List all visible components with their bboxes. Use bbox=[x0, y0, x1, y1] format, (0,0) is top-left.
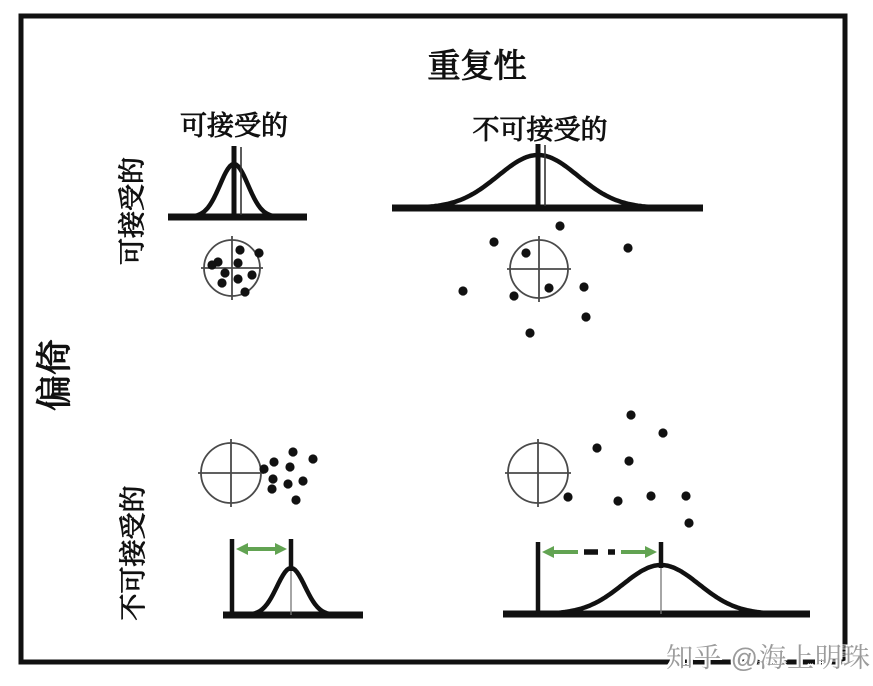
quadrant-top-left bbox=[168, 146, 307, 300]
watermark-text: 知乎 @海上明珠 bbox=[666, 643, 871, 673]
measurement-dot bbox=[581, 312, 590, 321]
measurement-dot bbox=[544, 283, 553, 292]
measurement-dot bbox=[658, 428, 667, 437]
measurement-dot bbox=[235, 245, 244, 254]
measurement-dot bbox=[681, 491, 690, 500]
measurement-dot bbox=[646, 491, 655, 500]
measurement-dot bbox=[247, 270, 256, 279]
measurement-dot bbox=[288, 447, 297, 456]
bell-curve bbox=[503, 565, 809, 614]
row-label-unacceptable: 不可接受的 bbox=[118, 485, 149, 621]
arrowhead-icon bbox=[236, 543, 248, 555]
measurement-dot bbox=[623, 243, 632, 252]
bell-curve bbox=[392, 155, 702, 208]
measurement-dot bbox=[579, 282, 588, 291]
quadrant-bottom-right bbox=[503, 410, 810, 614]
measurement-dot bbox=[525, 328, 534, 337]
measurement-dot bbox=[563, 492, 572, 501]
measurement-dot bbox=[268, 474, 277, 483]
measurement-dot bbox=[555, 221, 564, 230]
arrowhead-icon bbox=[275, 543, 287, 555]
measurement-dot bbox=[626, 410, 635, 419]
column-header-unacceptable: 不可接受的 bbox=[472, 115, 608, 145]
arrowhead-icon bbox=[645, 546, 657, 558]
measurement-dot bbox=[259, 464, 268, 473]
bell-curve bbox=[223, 568, 363, 615]
measurement-dot bbox=[489, 237, 498, 246]
measurement-dot bbox=[285, 462, 294, 471]
quadrant-top-right bbox=[392, 144, 703, 338]
measurement-dot bbox=[269, 457, 278, 466]
measurement-dot bbox=[308, 454, 317, 463]
measurement-dot bbox=[613, 496, 622, 505]
measurement-dot bbox=[291, 495, 300, 504]
measurement-dot bbox=[240, 287, 249, 296]
measurement-dot bbox=[220, 268, 229, 277]
measurement-dot bbox=[207, 260, 216, 269]
measurement-dot bbox=[267, 484, 276, 493]
arrowhead-icon bbox=[542, 546, 554, 558]
measurement-dot bbox=[624, 456, 633, 465]
bell-curve bbox=[168, 164, 306, 217]
measurement-dot bbox=[509, 291, 518, 300]
measurement-dot bbox=[217, 278, 226, 287]
measurement-dot bbox=[298, 476, 307, 485]
measurement-dot bbox=[592, 443, 601, 452]
measurement-dot bbox=[254, 248, 263, 257]
measurement-dot bbox=[521, 248, 530, 257]
measurement-dot bbox=[233, 258, 242, 267]
quadrant-bottom-left bbox=[198, 439, 363, 615]
measurement-dot bbox=[233, 274, 242, 283]
measurement-dot bbox=[684, 518, 693, 527]
measurement-dot bbox=[283, 479, 292, 488]
column-header-acceptable: 可接受的 bbox=[180, 111, 288, 141]
row-label-acceptable: 可接受的 bbox=[117, 157, 148, 265]
diagram-title: 重复性 bbox=[427, 47, 527, 84]
measurement-dot bbox=[458, 286, 467, 295]
side-axis-label-bias: 偏倚 bbox=[33, 338, 75, 412]
